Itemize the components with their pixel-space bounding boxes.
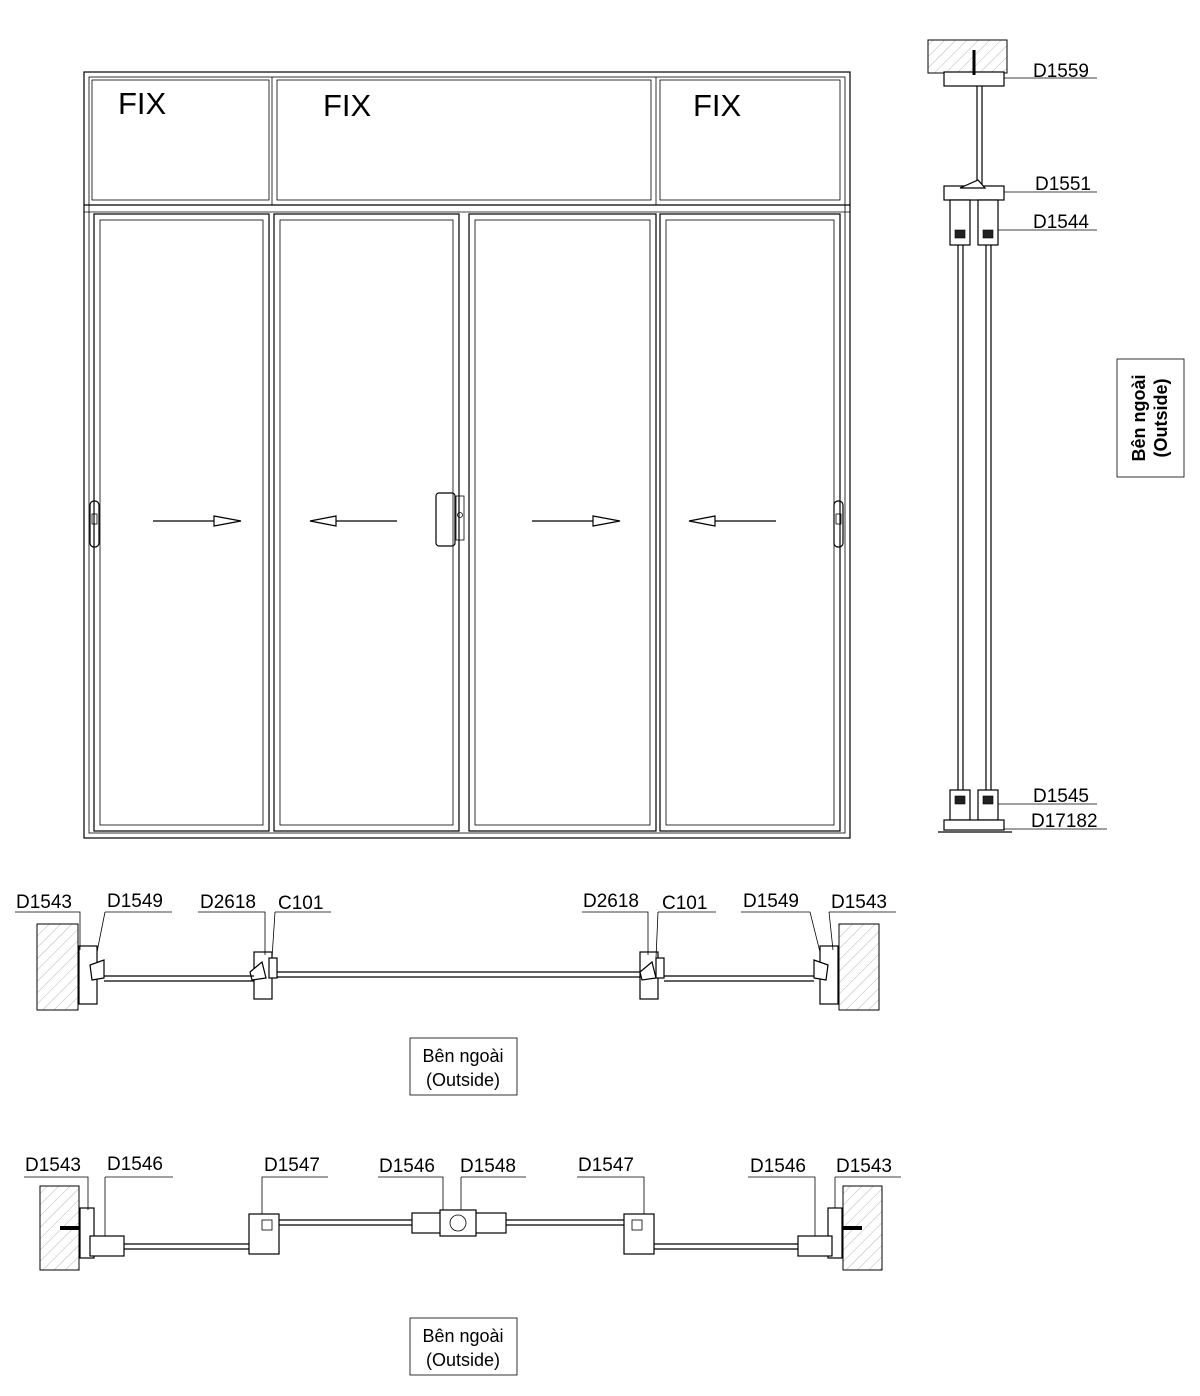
slide-arrow-left: [310, 516, 397, 526]
profile-label: D2618: [200, 892, 256, 913]
profile-label: D1543: [25, 1155, 81, 1176]
fix-panel-right: [660, 80, 840, 200]
outside-label-line2: (Outside): [1151, 378, 1171, 458]
profile-label: D1548: [460, 1156, 516, 1177]
profile-label: D1543: [831, 892, 887, 913]
vertical-section: [928, 40, 1184, 832]
outside-label-line2: (Outside): [425, 1350, 501, 1370]
outside-label-line1: Bên ngoài: [422, 1326, 504, 1346]
sliding-leaf-3: [469, 214, 656, 831]
fix-label: FIX: [693, 88, 742, 123]
profile-label: D1545: [1033, 786, 1089, 807]
wall-left: [37, 924, 78, 1010]
ceiling-wall: [928, 40, 1007, 73]
profile-label: D1544: [1033, 212, 1089, 233]
outside-label-box: [1117, 359, 1184, 477]
fix-label: FIX: [323, 88, 372, 123]
slide-arrow-right: [153, 516, 241, 526]
sliding-leaf-4: [660, 214, 840, 831]
profile-label: D1549: [743, 891, 799, 912]
profile-label: C101: [662, 893, 708, 914]
plan-section-upper: [15, 891, 896, 1095]
profile-label: D1547: [578, 1155, 634, 1176]
profile-label: D1559: [1033, 61, 1089, 82]
outside-label-line1: Bên ngoài: [422, 1046, 504, 1066]
outside-label-line1: Bên ngoài: [1129, 374, 1149, 462]
profile-label: D1546: [750, 1156, 806, 1177]
outside-label-box: [410, 1318, 517, 1375]
handle-center: [436, 493, 455, 546]
slide-arrow-left: [689, 516, 776, 526]
door-elevation: [84, 72, 850, 838]
wall-right: [839, 924, 879, 1010]
sliding-leaf-2: [274, 214, 459, 831]
profile-label: D1543: [836, 1156, 892, 1177]
profile-label: D1546: [379, 1156, 435, 1177]
profile-label: C101: [278, 893, 324, 914]
profile-label: D1543: [16, 892, 72, 913]
profile-label: D2618: [583, 891, 639, 912]
outside-label-line2: (Outside): [425, 1070, 501, 1090]
sliding-leaf-1: [94, 214, 269, 831]
profile-label: D1551: [1035, 174, 1091, 195]
slide-arrow-right: [532, 516, 620, 526]
fix-label: FIX: [118, 86, 167, 121]
plan-section-lower: [24, 1154, 901, 1375]
profile-label: D1547: [264, 1155, 320, 1176]
outside-label-box: [410, 1038, 517, 1095]
profile-label: D1549: [107, 891, 163, 912]
profile-label: D17182: [1031, 811, 1098, 832]
profile-label: D1546: [107, 1154, 163, 1175]
